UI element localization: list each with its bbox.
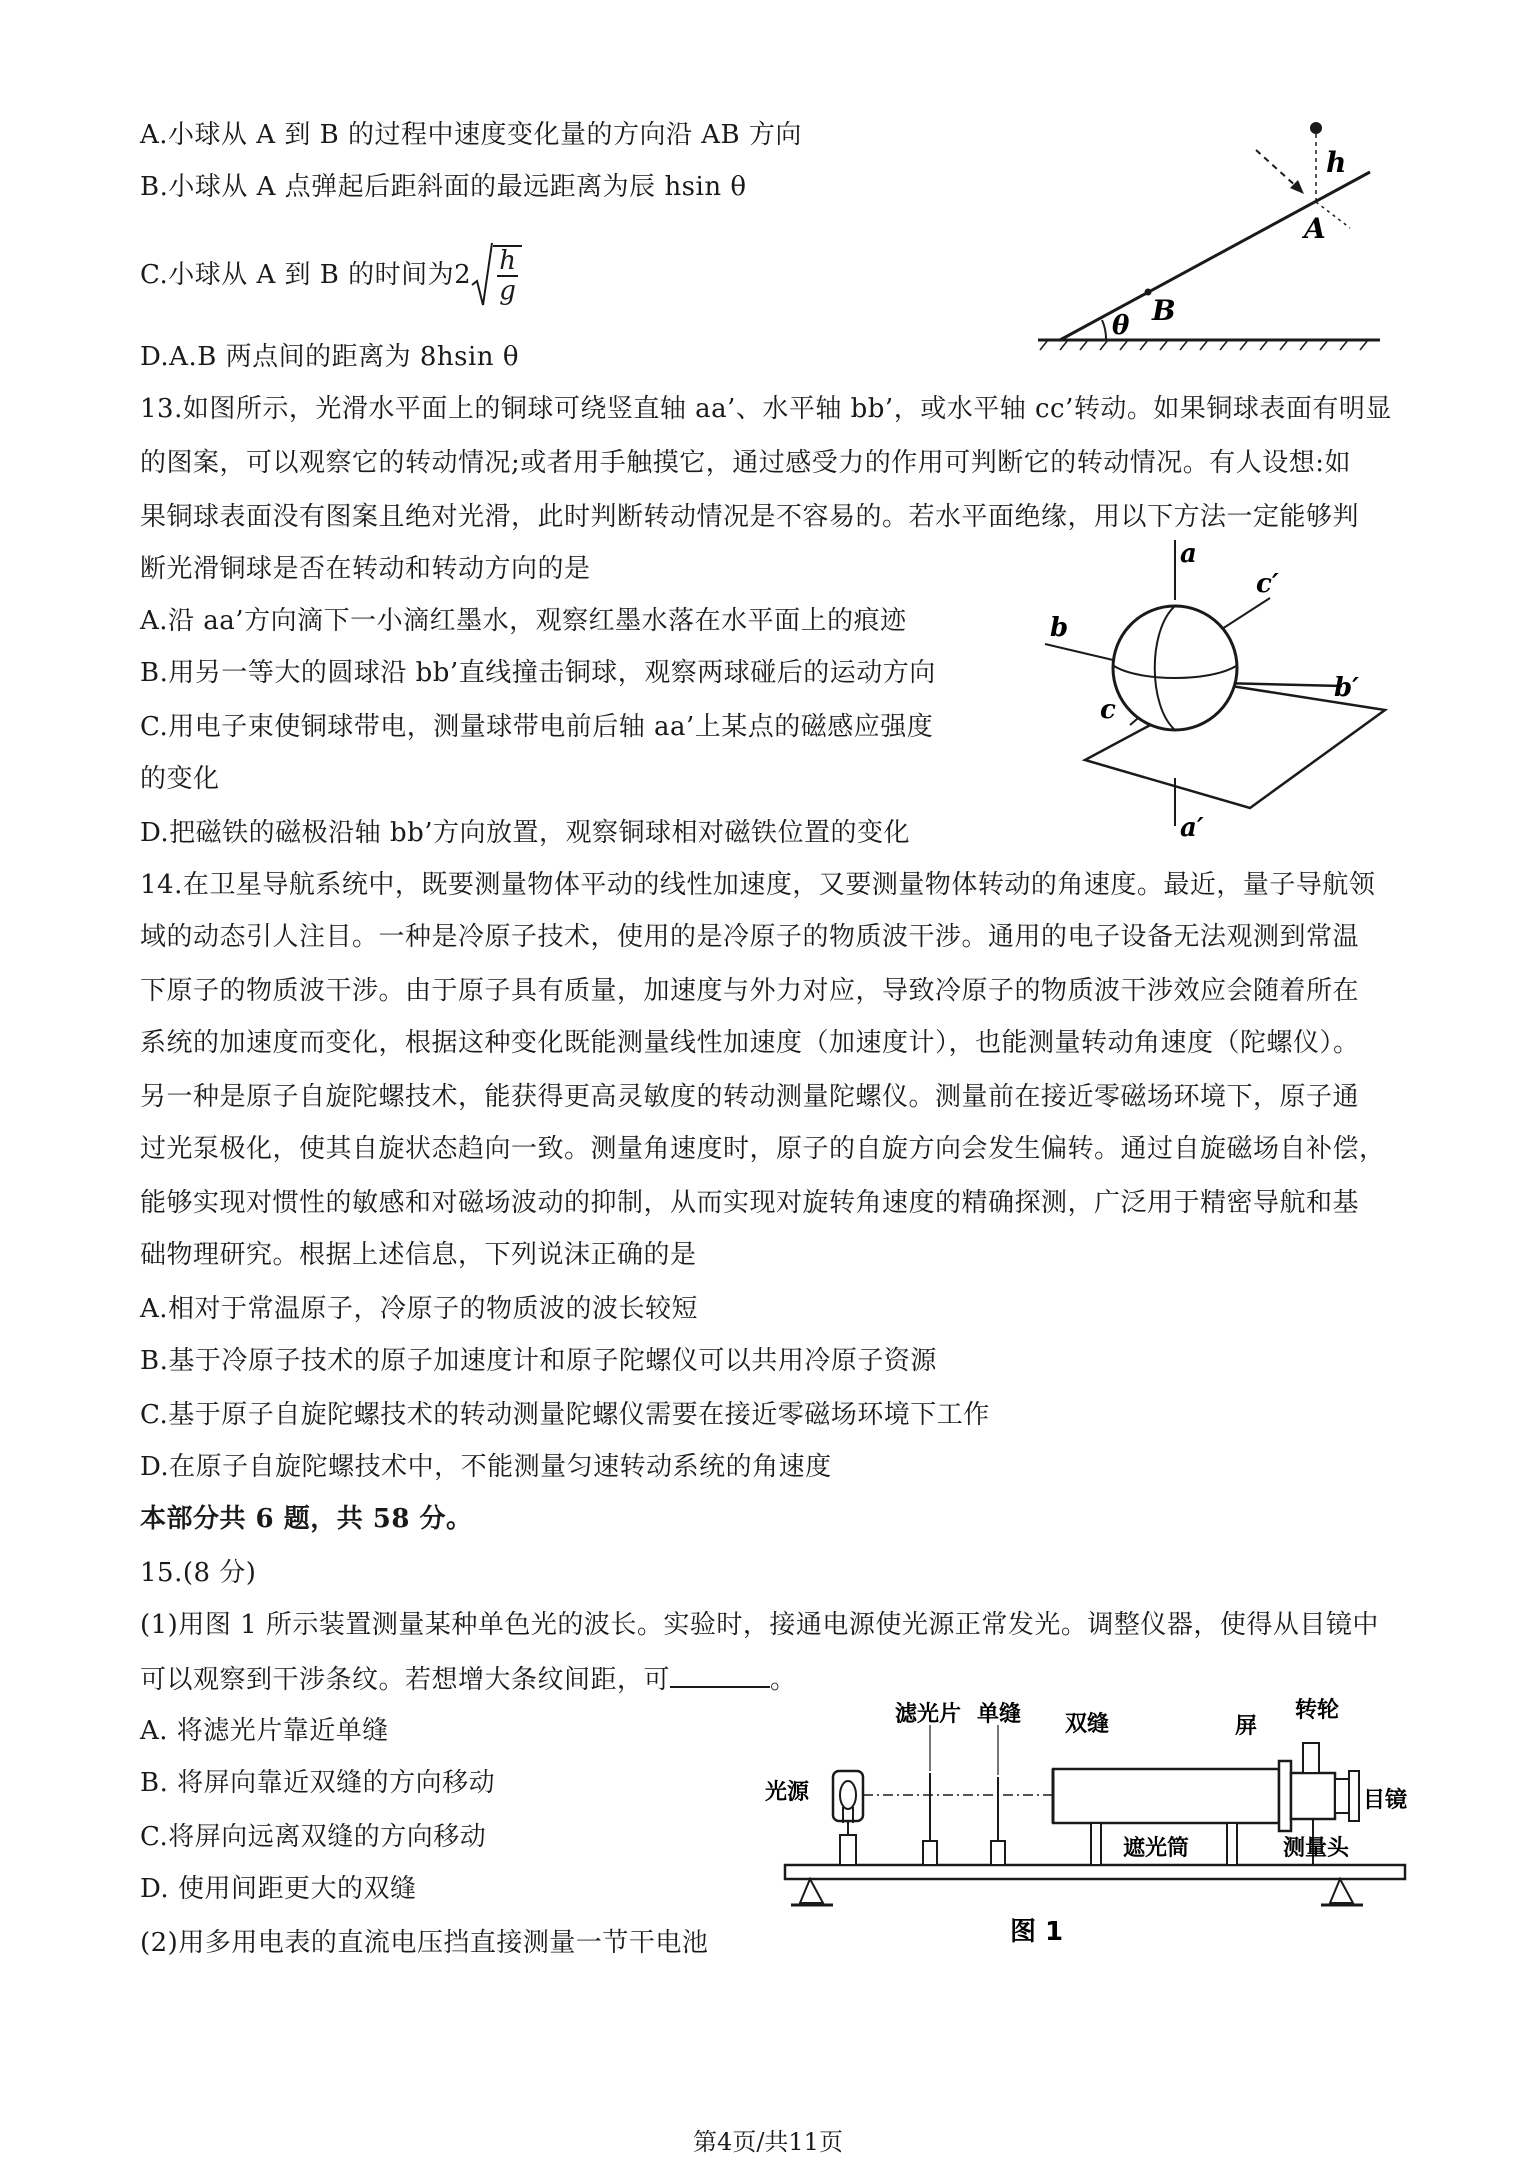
axis-b-right [1220, 683, 1342, 686]
q12-fraction-denominator: g [499, 276, 517, 306]
q15-part2: (2)用多用电表的直流电压挡直接测量一节干电池 [140, 1928, 709, 1958]
q12-option-b: B.小球从 A 点弹起后距斜面的最远距离为辰 hsin θ [140, 172, 747, 202]
q12-fraction-numerator: h [499, 246, 517, 276]
incident-path [1256, 150, 1298, 188]
label-screen: 屏 [1235, 1714, 1258, 1739]
q13-option-a: A.沿 aa’方向滴下一小滴红墨水，观察红墨水落在水平面上的痕迹 [140, 606, 907, 636]
double-slit-apparatus-figure [755, 1695, 1410, 1950]
page-footer: 第4页/共11页 [693, 2128, 843, 2156]
label-single-slit: 单缝 [977, 1702, 1022, 1727]
label-double-slit: 双缝 [1065, 1712, 1110, 1737]
q15-part1-end: 。 [770, 1665, 797, 1695]
q13-option-b: B.用另一等大的圆球沿 bb’直线撞击铜球，观察两球碰后的运动方向 [140, 658, 936, 688]
label-eyepiece: 目镜 [1363, 1788, 1408, 1813]
q15-option-b: B. 将屏向靠近双缝的方向移动 [140, 1768, 496, 1798]
q13-stem-line-4: 断光滑铜球是否在转动和转动方向的是 [140, 554, 591, 584]
q14-option-b: B.基于冷原子技术的原子加速度计和原子陀螺仪可以共用冷原子资源 [140, 1346, 937, 1376]
q14-option-c: C.基于原子自旋陀螺技术的转动测量陀螺仪需要在接近零磁场环境下工作 [140, 1400, 990, 1430]
label-b-prime: b′ [1334, 673, 1360, 703]
figure-caption: 图 1 [1010, 1917, 1064, 1947]
incline-figure [1020, 110, 1420, 360]
label-b: B [1152, 294, 1176, 327]
answer-blank[interactable] [670, 1662, 770, 1688]
label-measuring-head: 测量头 [1283, 1836, 1350, 1861]
incline-plane [1038, 172, 1380, 350]
q15-part1-text: 可以观察到干涉条纹。若想增大条纹间距，可 [140, 1665, 671, 1695]
q14-stem-line-8: 础物理研究。根据上述信息，下列说沫正确的是 [140, 1240, 697, 1270]
q15-option-a: A. 将滤光片靠近单缝 [140, 1716, 389, 1746]
label-filter: 滤光片 [895, 1702, 962, 1727]
q13-stem-line-3: 果铜球表面没有图案且绝对光滑，此时判断转动情况是不容易的。若水平面绝缘，用以下方法一定能够判 [140, 502, 1360, 532]
label-light-source: 光源 [765, 1780, 810, 1805]
q13-option-d: D.把磁铁的磁极沿轴 bb’方向放置，观察铜球相对磁铁位置的变化 [140, 818, 911, 848]
section-note: 本部分共 6 题，共 58 分。 [140, 1504, 473, 1534]
label-wheel: 转轮 [1295, 1698, 1340, 1723]
q14-stem-line-2: 域的动态引人注目。一种是冷原子技术，使用的是冷原子的物质波干涉。通用的电子设备无法观测到常温 [140, 922, 1360, 952]
q15-part1-line-1: (1)用图 1 所示装置测量某种单色光的波长。实验时，接通电源使光源正常发光。调整仪器，使得从目镜中 [140, 1610, 1379, 1640]
radical-sign [471, 241, 493, 309]
q14-stem-line-7: 能够实现对惯性的敏感和对磁场波动的抑制，从而实现对旋转角速度的精确探测，广泛用于精密导航和基 [140, 1188, 1360, 1218]
q13-stem-line-2: 的图案，可以观察它的转动情况;或者用手触摸它，通过感受力的作用可判断它的转动情况。有人设想:如 [140, 448, 1352, 478]
q14-stem-line-1: 14.在卫星导航系统中，既要测量物体平动的线性加速度，又要测量物体转动的角速度。最近，量子导航领 [140, 870, 1376, 900]
q12-option-c-text: C.小球从 A 到 B 的时间为2 [140, 260, 472, 290]
label-hood: 遮光筒 [1123, 1836, 1190, 1861]
q12-option-c [140, 240, 522, 310]
q12-option-a: A.小球从 A 到 B 的过程中速度变化量的方向沿 AB 方向 [140, 120, 802, 150]
q15-option-c: C.将屏向远离双缝的方向移动 [140, 1822, 487, 1852]
q14-option-d: D.在原子自旋陀螺技术中，不能测量匀速转动系统的角速度 [140, 1452, 832, 1482]
label-c: c [1100, 695, 1116, 725]
label-a: A [1304, 212, 1326, 245]
single-slit-holder [991, 1725, 1005, 1865]
q13-option-c-cont: 的变化 [140, 764, 220, 794]
q14-stem-line-3: 下原子的物质波干涉。由于原子具有质量，加速度与外力对应，导致冷原子的物质波干涉效应会随着所在 [140, 976, 1360, 1006]
q12-fraction [493, 245, 522, 305]
label-c-prime: c′ [1256, 569, 1279, 599]
q15-part1-line-2 [140, 1662, 797, 1697]
label-h: h [1326, 146, 1347, 179]
q13-option-c: C.用电子束使铜球带电，测量球带电前后轴 aa’上某点的磁感应强度 [140, 712, 934, 742]
optical-bench [785, 1865, 1405, 1905]
label-b: b [1050, 613, 1069, 643]
q12-option-d: D.A.B 两点间的距离为 8hsin θ [140, 342, 519, 372]
point-b-dot [1145, 289, 1152, 296]
copper-sphere [1113, 606, 1237, 730]
q15-option-d: D. 使用间距更大的双缝 [140, 1874, 417, 1904]
q12-sqrt-expression [471, 241, 522, 309]
label-theta: θ [1112, 311, 1130, 341]
q15-title: 15.(8 分) [140, 1558, 257, 1588]
sphere-figure [980, 540, 1400, 840]
ball-icon [1310, 122, 1322, 134]
light-source-icon [833, 1771, 863, 1865]
q14-stem-line-4: 系统的加速度而变化，根据这种变化既能测量线性加速度（加速度计），也能测量转动角速度（陀螺仪）。 [140, 1028, 1360, 1058]
q14-stem-line-6: 过光泵极化，使其自旋状态趋向一致。测量角速度时，原子的自旋方向会发生偏转。通过自旋磁场自补偿， [140, 1134, 1386, 1164]
q14-option-a: A.相对于常温原子，冷原子的物质波的波长较短 [140, 1294, 699, 1324]
q14-stem-line-5: 另一种是原子自旋陀螺技术，能获得更高灵敏度的转动测量陀螺仪。测量前在接近零磁场环境下，原子通 [140, 1082, 1360, 1112]
q13-stem-line-1: 13.如图所示，光滑水平面上的铜球可绕竖直轴 aa’、水平轴 bb’，或水平轴 cc’转动。如果铜球表面有明显 [140, 394, 1392, 424]
label-a-prime: a′ [1180, 813, 1204, 840]
label-a: a [1180, 540, 1197, 569]
